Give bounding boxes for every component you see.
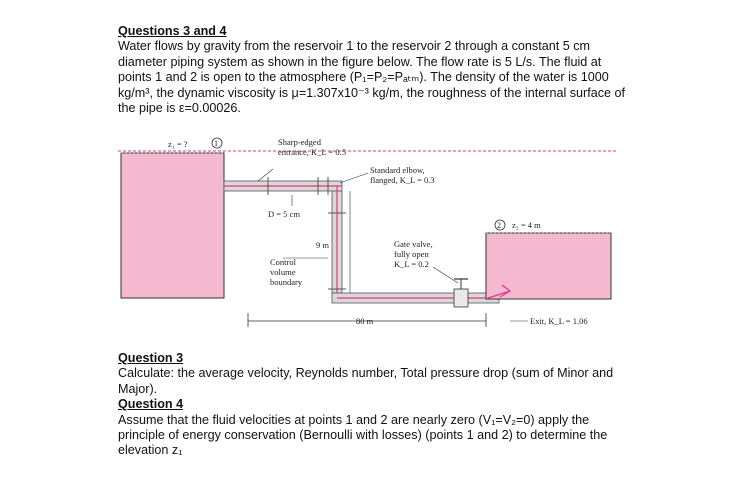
point-2-label: 2 [497, 221, 501, 230]
exit-label: Exit, K_L = 1.06 [530, 316, 588, 326]
height-label: 9 m [316, 240, 329, 250]
reservoir-2 [486, 233, 611, 299]
question-3-text: Calculate: the average velocity, Reynolds number, Total pressure drop (sum of Minor and Major). [118, 366, 614, 396]
question-4-text: Assume that the fluid velocities at points 1 and 2 are nearly zero (V₁=V₂=0) apply the principle of energy conservation (Bernoulli with losses) (points 1 and 2) to determine the elevation z₁ [118, 412, 608, 458]
cv-label-3: boundary [270, 277, 303, 287]
questions-3-4-block [118, 24, 638, 116]
piping-system-figure [118, 133, 618, 338]
z1-label: z₁ = ? [168, 139, 188, 149]
valve-label-1: Gate valve, [394, 239, 433, 249]
gate-valve [454, 279, 468, 307]
entrance-label-1: Sharp-edged [278, 137, 321, 147]
problem-statement: Water flows by gravity from the reservoir 1 to the reservoir 2 through a constant 5 cm diameter piping system as shown in the figure below. The flow rate is 5 L/s. The fluid at points 1 and 2 is open to the atmosphere (P₁=P₂=Pₐₜₘ). The density of the water is 1000 kg/m³, the dynamic viscosity is μ=1.307x10⁻³ kg/m, the roughness of the internal surface of the pipe is ε=0.00026. [118, 39, 626, 116]
point-1-label: 1 [214, 139, 218, 148]
questions-block [118, 351, 638, 459]
valve-label-2: fully open [394, 249, 429, 259]
valve-label-3: K_L = 0.2 [394, 259, 429, 269]
elbow-label-1: Standard elbow, [370, 165, 425, 175]
question-3-heading: Question 3 [118, 351, 184, 365]
cv-label-1: Control [270, 257, 296, 267]
cv-label-2: volume [270, 267, 296, 277]
question-4-heading: Question 4 [118, 397, 184, 412]
z2-label: z₂ = 4 m [512, 220, 541, 230]
reservoir-1 [121, 153, 224, 298]
diameter-label: D = 5 cm [268, 209, 300, 219]
entrance-label-2: entrance, K_L = 0.5 [278, 147, 346, 157]
questions-3-4-heading: Questions 3 and 4 [118, 24, 227, 38]
elbow-label-2: flanged, K_L = 0.3 [370, 175, 435, 185]
length-label: 80 m [356, 316, 374, 326]
